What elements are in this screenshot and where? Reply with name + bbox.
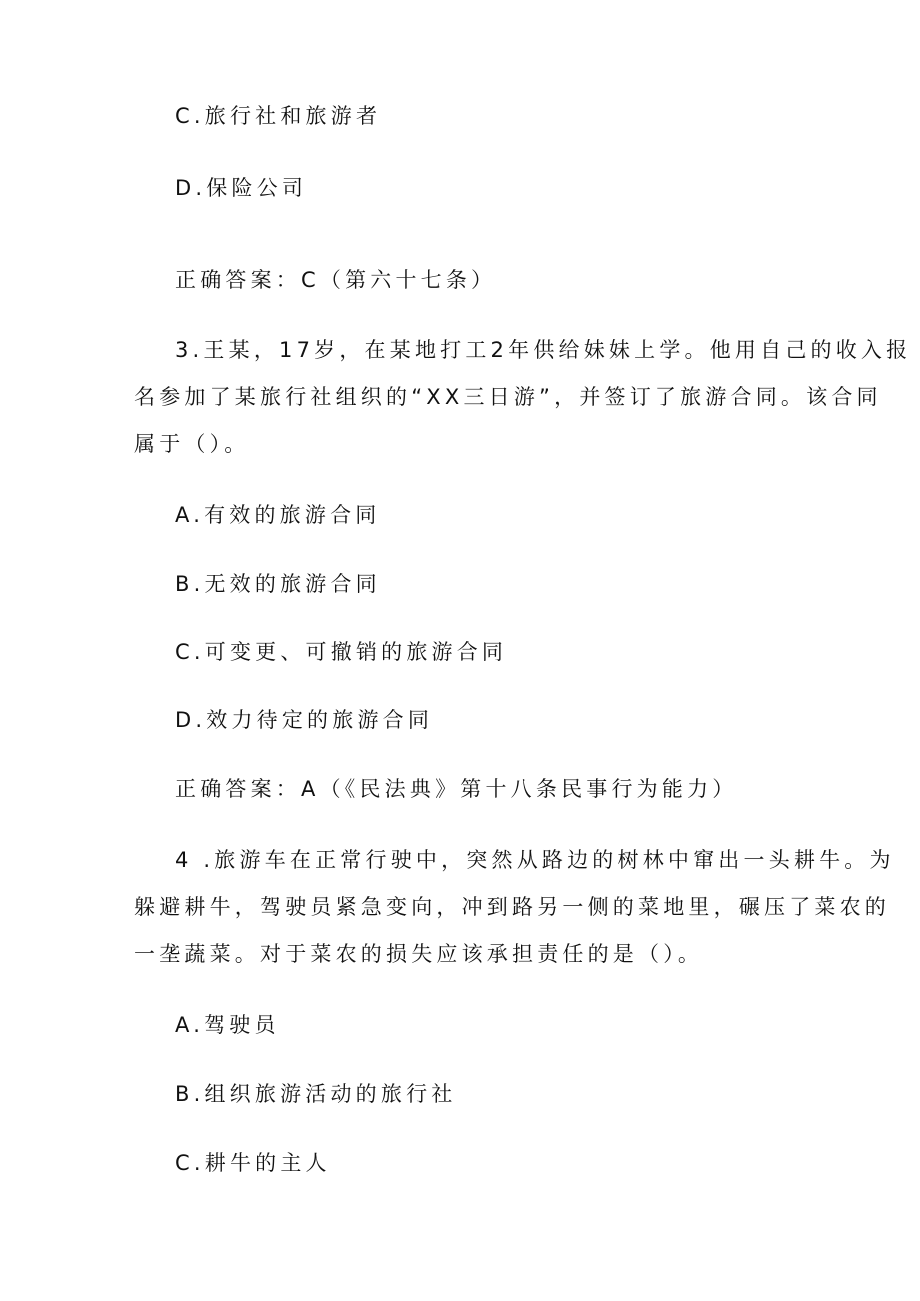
q3-stem-line-2: 名参加了某旅行社组织的“XX三日游”，并签订了旅游合同。该合同 bbox=[134, 385, 882, 409]
q2-option-c: C.旅行社和旅游者 bbox=[175, 104, 382, 128]
q4-stem-line-3: 一垄蔬菜。对于菜农的损失应该承担责任的是（）。 bbox=[134, 942, 704, 966]
q3-option-a: A.有效的旅游合同 bbox=[175, 503, 381, 527]
q2-answer: 正确答案：C（第六十七条） bbox=[175, 268, 497, 292]
q3-stem-line-1: 3.王某，17岁，在某地打工2年供给妹妹上学。他用自己的收入报 bbox=[175, 338, 912, 362]
q4-option-a: A.驾驶员 bbox=[175, 1013, 280, 1037]
q2-option-d: D.保险公司 bbox=[175, 176, 308, 200]
q3-option-c: C.可变更、可撤销的旅游合同 bbox=[175, 640, 508, 664]
q4-option-b: B.组织旅游活动的旅行社 bbox=[175, 1082, 457, 1106]
q3-option-d: D.效力待定的旅游合同 bbox=[175, 708, 434, 732]
q3-stem-line-3: 属于（）。 bbox=[134, 432, 250, 456]
q4-stem-line-2: 躲避耕牛，驾驶员紧急变向，冲到路另一侧的菜地里，碾压了菜农的 bbox=[134, 895, 890, 919]
q4-stem-line-1: 4 .旅游车在正常行驶中，突然从路边的树林中窜出一头耕牛。为 bbox=[175, 848, 895, 872]
q3-answer: 正确答案：A（《民法典》第十八条民事行为能力） bbox=[175, 777, 738, 801]
q4-option-c: C.耕牛的主人 bbox=[175, 1151, 331, 1175]
q3-option-b: B.无效的旅游合同 bbox=[175, 572, 381, 596]
